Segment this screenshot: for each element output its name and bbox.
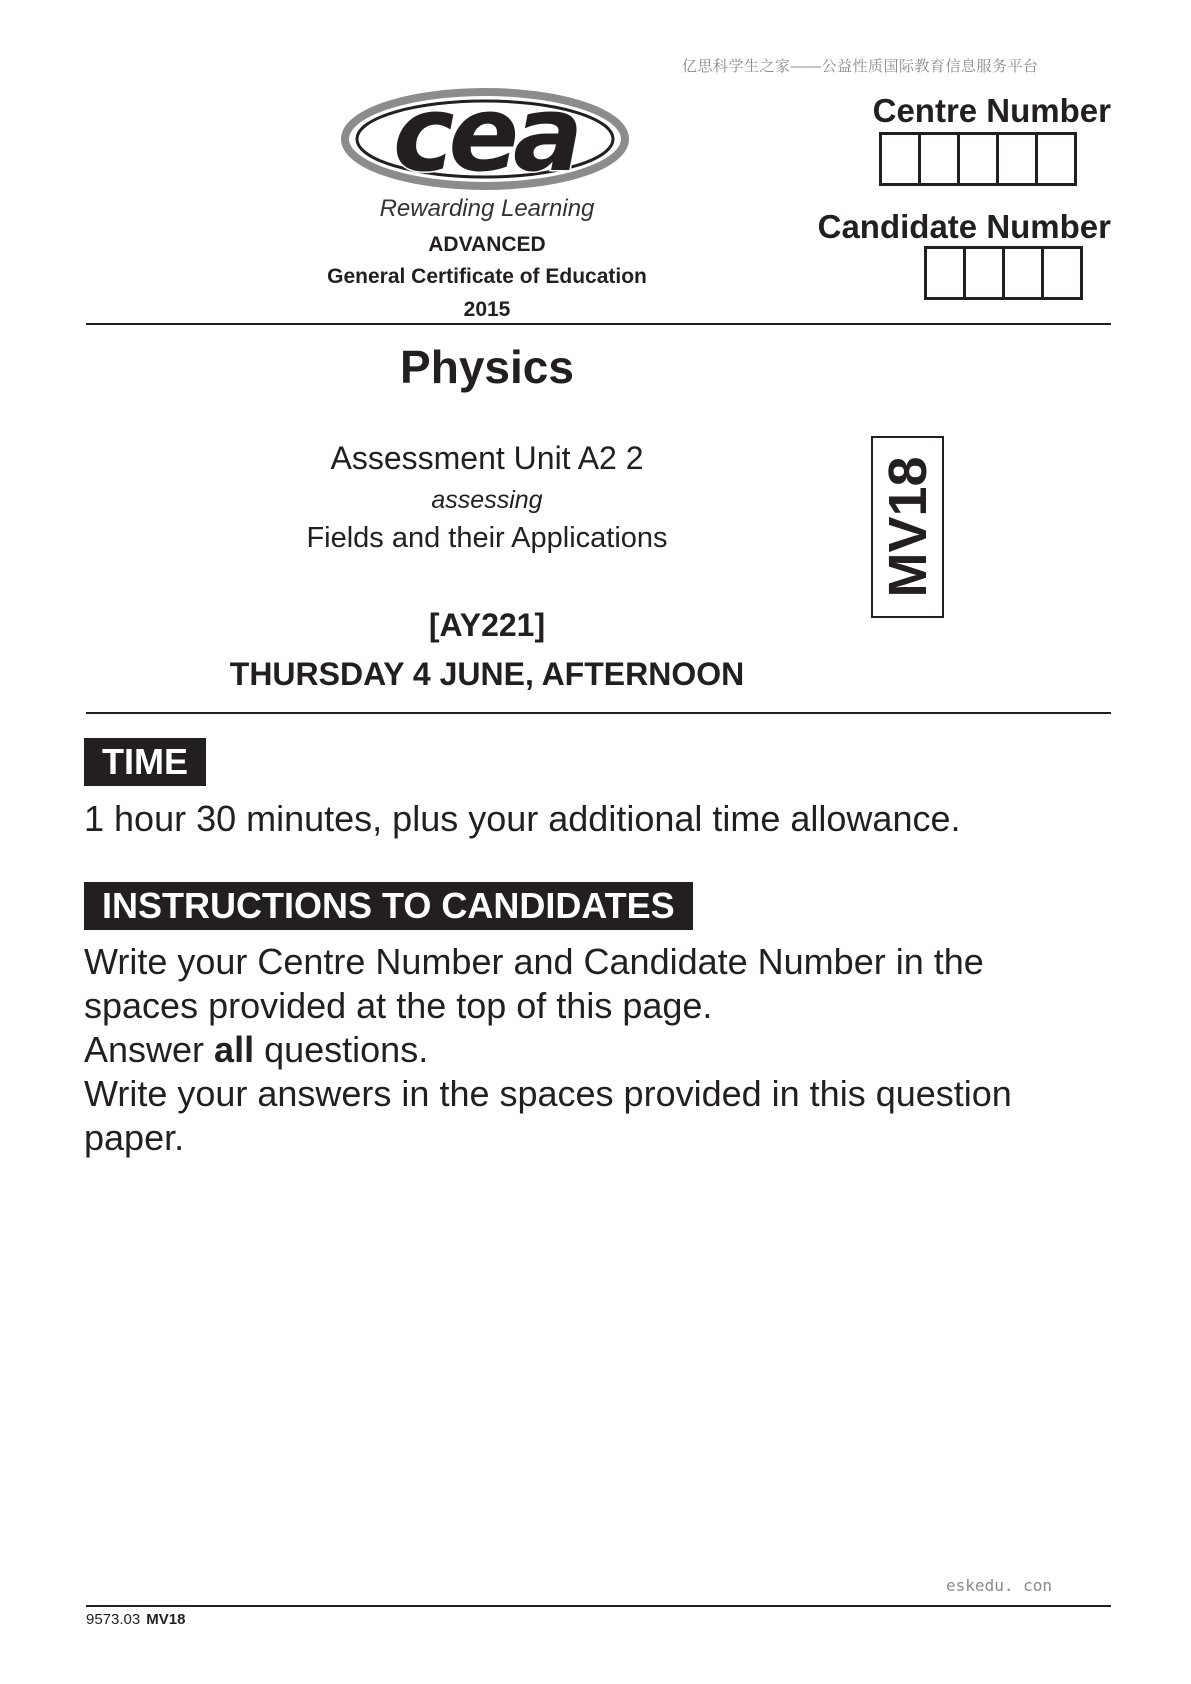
topic: Fields and their Applications xyxy=(306,522,668,554)
centre-number-boxes[interactable] xyxy=(882,132,1077,186)
divider xyxy=(86,323,1111,325)
candidate-number-box[interactable] xyxy=(1002,246,1044,300)
footer xyxy=(86,1611,185,1628)
instruction-line: spaces provided at the top of this page. xyxy=(84,985,713,1026)
instruction-line: paper. xyxy=(84,1117,185,1158)
footer-ref: 9573.03 xyxy=(86,1611,141,1628)
subject-title: Physics xyxy=(400,341,574,393)
centre-number-box[interactable] xyxy=(918,132,960,186)
candidate-number-box[interactable] xyxy=(963,246,1005,300)
centre-number-box[interactable] xyxy=(957,132,999,186)
paper-code: [AY221] xyxy=(428,607,546,643)
centre-number-box[interactable] xyxy=(1035,132,1077,186)
exam-date: THURSDAY 4 JUNE, AFTERNOON xyxy=(229,656,745,692)
year: 2015 xyxy=(463,298,511,321)
side-code: MV18 xyxy=(877,456,938,598)
instructions-body xyxy=(84,940,1012,1160)
watermark-bottom: eskedu. con xyxy=(946,1576,1052,1595)
instructions-heading: INSTRUCTIONS TO CANDIDATES xyxy=(84,882,693,930)
centre-number-box[interactable] xyxy=(879,132,921,186)
side-code-box xyxy=(871,436,944,618)
candidate-number-box[interactable] xyxy=(1041,246,1083,300)
assessing-label: assessing xyxy=(431,486,543,514)
divider xyxy=(86,712,1111,714)
logo-text: cea xyxy=(392,86,578,192)
instruction-line: Write your Centre Number and Candidate Number in the xyxy=(84,941,984,982)
footer-code: MV18 xyxy=(146,1611,186,1628)
candidate-number-box[interactable] xyxy=(924,246,966,300)
candidate-number-label: Candidate Number xyxy=(817,208,1111,245)
centre-number-box[interactable] xyxy=(996,132,1038,186)
logo-tagline: Rewarding Learning xyxy=(379,195,595,222)
instruction-line: Write your answers in the spaces provided in this question xyxy=(84,1073,1012,1114)
footer-divider xyxy=(86,1605,1111,1607)
time-text: 1 hour 30 minutes, plus your additional time allowance. xyxy=(84,798,961,839)
instruction-line: Answer all questions. xyxy=(84,1029,429,1070)
time-heading: TIME xyxy=(84,738,206,786)
emphasis-all: all xyxy=(214,1029,255,1070)
cea-logo xyxy=(340,86,630,192)
centre-number-label: Centre Number xyxy=(872,92,1111,129)
watermark-top: 亿思科学生之家——公益性质国际教育信息服务平台 xyxy=(682,58,1039,75)
qualification: General Certificate of Education xyxy=(327,265,647,288)
candidate-number-boxes[interactable] xyxy=(927,246,1083,300)
level: ADVANCED xyxy=(428,233,546,256)
assessment-unit: Assessment Unit A2 2 xyxy=(330,440,644,476)
